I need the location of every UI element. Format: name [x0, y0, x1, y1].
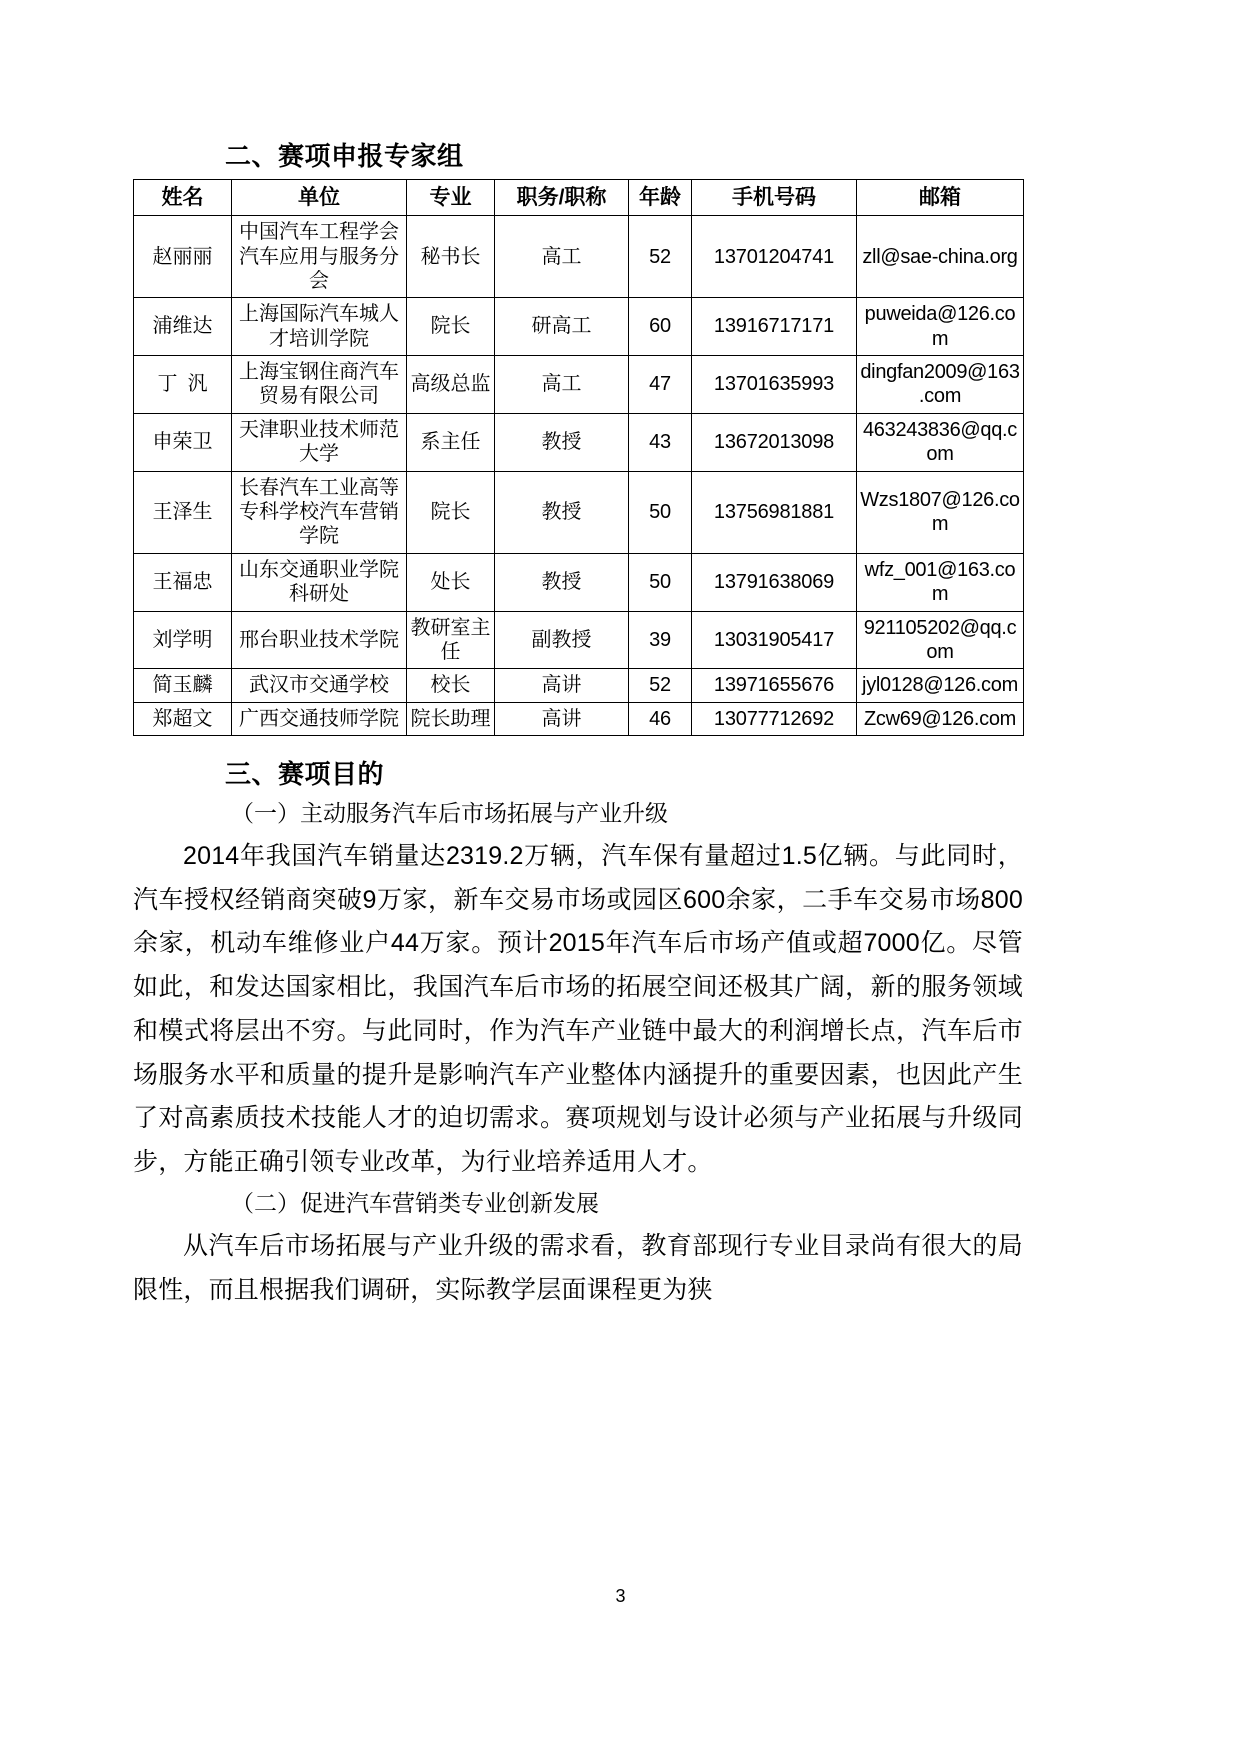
cell-age: 50	[629, 553, 692, 611]
cell-unit: 长春汽车工业高等专科学校汽车营销学院	[232, 471, 407, 553]
column-header-name: 姓名	[134, 179, 232, 216]
table-row	[134, 216, 1024, 298]
paragraph-two: 从汽车后市场拓展与产业升级的需求看，教育部现行专业目录尚有很大的局限性，而且根据我们调研，实际教学层面课程更为狭	[133, 1232, 1023, 1304]
cell-unit: 天津职业技术师范大学	[232, 413, 407, 471]
cell-phone: 13916717171	[692, 298, 857, 356]
cell-major: 教研室主任	[407, 611, 495, 669]
cell-major: 院长	[407, 298, 495, 356]
cell-name: 王福忠	[134, 553, 232, 611]
cell-title: 教授	[495, 413, 629, 471]
cell-major: 处长	[407, 553, 495, 611]
cell-age: 52	[629, 216, 692, 298]
cell-age: 60	[629, 298, 692, 356]
table-row	[134, 669, 1024, 702]
cell-phone: 13971655676	[692, 669, 857, 702]
cell-email: Wzs1807@126.com	[857, 471, 1024, 553]
cell-email: puweida@126.com	[857, 298, 1024, 356]
cell-unit: 中国汽车工程学会汽车应用与服务分会	[232, 216, 407, 298]
cell-age: 46	[629, 702, 692, 735]
paragraph-one: 2014年我国汽车销量达2319.2万辆，汽车保有量超过1.5亿辆。与此同时，汽车授权经销商突破9万家，新车交易市场或园区600余家，二手车交易市场800余家，机动车维修业户44万家。预计2015年汽车后市场产值或超7000亿。尽管如此，和发达国家相比，我国汽车后市场的拓展空间还极其广阔，新的服务领域和模式将层出不穷。与此同时，作为汽车产业链中最大的利润增长点，汽车后市场服务水平和质量的提升是影响汽车产业整体内涵提升的重要因素，也因此产生了对高素质技术技能人才的迫切需求。赛项规划与设计必须与产业拓展与升级同步，方能正确引领专业改革，为行业培养适用人才。	[133, 841, 1023, 1177]
cell-phone: 13701204741	[692, 216, 857, 298]
column-header-email: 邮箱	[857, 179, 1024, 216]
cell-major: 秘书长	[407, 216, 495, 298]
cell-title: 高讲	[495, 669, 629, 702]
cell-age: 47	[629, 356, 692, 414]
cell-age: 52	[629, 669, 692, 702]
cell-name: 刘学明	[134, 611, 232, 669]
cell-name: 丁汎	[134, 356, 232, 414]
cell-unit: 上海国际汽车城人才培训学院	[232, 298, 407, 356]
table-row	[134, 553, 1024, 611]
table-row	[134, 702, 1024, 735]
cell-email: 921105202@qq.com	[857, 611, 1024, 669]
cell-email: Zcw69@126.com	[857, 702, 1024, 735]
cell-phone: 13031905417	[692, 611, 857, 669]
cell-email: wfz_001@163.com	[857, 553, 1024, 611]
cell-major: 高级总监	[407, 356, 495, 414]
column-header-phone: 手机号码	[692, 179, 857, 216]
table-row	[134, 413, 1024, 471]
column-header-title: 职务/职称	[495, 179, 629, 216]
cell-title: 高工	[495, 356, 629, 414]
cell-email: jyl0128@126.com	[857, 669, 1024, 702]
section-heading-three: 三、赛项目的	[225, 759, 385, 790]
cell-age: 39	[629, 611, 692, 669]
cell-unit: 广西交通技师学院	[232, 702, 407, 735]
subsection-heading-one: （一）主动服务汽车后市场拓展与产业升级	[231, 799, 668, 826]
cell-unit: 山东交通职业学院科研处	[232, 553, 407, 611]
cell-title: 研高工	[495, 298, 629, 356]
cell-phone: 13077712692	[692, 702, 857, 735]
column-header-unit: 单位	[232, 179, 407, 216]
cell-name: 简玉麟	[134, 669, 232, 702]
cell-unit: 邢台职业技术学院	[232, 611, 407, 669]
page-number: 3	[615, 1586, 626, 1606]
cell-age: 43	[629, 413, 692, 471]
cell-phone: 13701635993	[692, 356, 857, 414]
table-header-row	[134, 179, 1024, 216]
cell-major: 校长	[407, 669, 495, 702]
cell-email: zll@sae-china.org	[857, 216, 1024, 298]
cell-title: 高讲	[495, 702, 629, 735]
cell-name: 郑超文	[134, 702, 232, 735]
cell-major: 系主任	[407, 413, 495, 471]
cell-major: 院长助理	[407, 702, 495, 735]
cell-title: 高工	[495, 216, 629, 298]
cell-age: 50	[629, 471, 692, 553]
cell-unit: 上海宝钢住商汽车贸易有限公司	[232, 356, 407, 414]
cell-title: 教授	[495, 471, 629, 553]
cell-phone: 13791638069	[692, 553, 857, 611]
table-row	[134, 471, 1024, 553]
section-heading-two: 二、赛项申报专家组	[225, 141, 464, 171]
cell-name: 申荣卫	[134, 413, 232, 471]
cell-name: 浦维达	[134, 298, 232, 356]
cell-email: 463243836@qq.com	[857, 413, 1024, 471]
cell-title: 副教授	[495, 611, 629, 669]
cell-phone: 13672013098	[692, 413, 857, 471]
table-row	[134, 611, 1024, 669]
page-content	[133, 140, 1023, 1313]
table-row	[134, 298, 1024, 356]
cell-major: 院长	[407, 471, 495, 553]
cell-phone: 13756981881	[692, 471, 857, 553]
expert-group-table	[133, 179, 1024, 737]
cell-unit: 武汉市交通学校	[232, 669, 407, 702]
cell-title: 教授	[495, 553, 629, 611]
cell-name: 赵丽丽	[134, 216, 232, 298]
column-header-major: 专业	[407, 179, 495, 216]
cell-email: dingfan2009@163.com	[857, 356, 1024, 414]
cell-name: 王泽生	[134, 471, 232, 553]
table-row	[134, 356, 1024, 414]
column-header-age: 年龄	[629, 179, 692, 216]
subsection-heading-two: （二）促进汽车营销类专业创新发展	[231, 1189, 599, 1216]
